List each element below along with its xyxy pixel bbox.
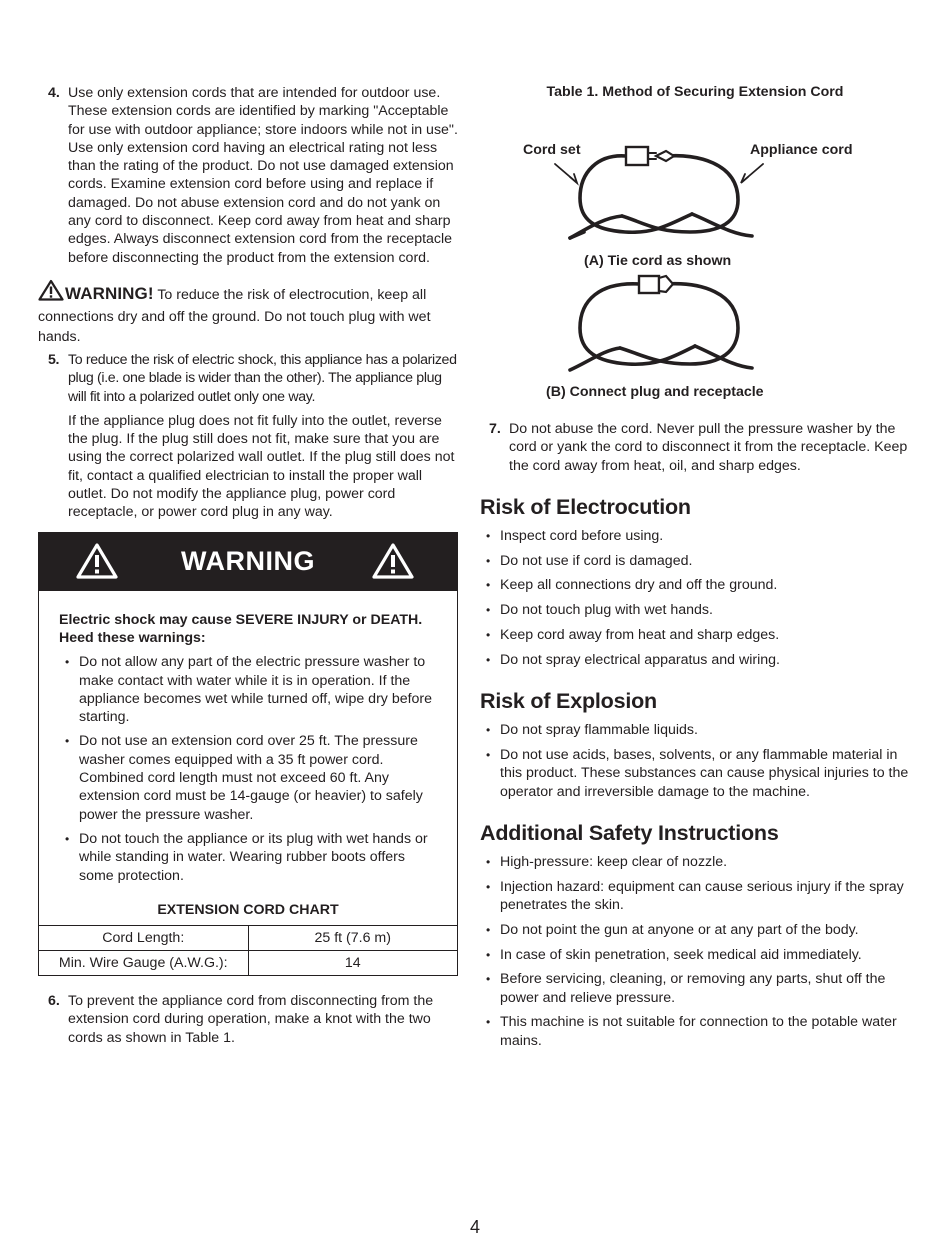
instruction-item-4	[38, 84, 458, 267]
warning-triangle-icon	[371, 542, 415, 585]
list-item: • Do not spray flammable liquids.	[480, 721, 910, 739]
item-text: Do not abuse the cord. Never pull the pressure washer by the cord or yank the cord to disconnect it from the receptacle. Keep the cord away from heat, oil, and sharp edges.	[509, 421, 908, 474]
list-item: • Keep cord away from heat and sharp edges.	[480, 626, 910, 644]
extension-cord-chart	[39, 925, 457, 975]
warning-bullets	[59, 653, 437, 885]
item-text: Use only extension cords that are intended for outdoor use. These extension cords are identified by marking "Acceptable for use with outdoor appliance; store indoors while not in use". Use only extension cord having an electrical rating not less than the rating of the product. Do not use damaged extension cords. Examine extension cord before using and replace if damaged. Do not abuse extension cord and do not yank on any cord to disconnect. Keep cord away from heat and sharp edges. Always disconnect extension cord from the receptacle before disconnecting the product from the extension cord.	[68, 85, 458, 266]
list-item: • Do not touch plug with wet hands.	[480, 601, 910, 619]
warning-box-title: WARNING	[181, 545, 315, 576]
page-number: 4	[469, 1217, 480, 1237]
inline-warning-text: To reduce the risk of electrocution, keep all connections dry and off the ground. Do not touch plug with wet hands.	[38, 286, 431, 345]
section-heading-additional: Additional Safety Instructions	[480, 820, 779, 845]
table-cell-label: Cord Length:	[39, 926, 248, 951]
right-column	[480, 84, 910, 1057]
instruction-item-6	[38, 992, 458, 1047]
list-item: • Do not use if cord is damaged.	[480, 552, 910, 570]
caption-b: (B) Connect plug and receptacle	[546, 384, 764, 400]
caption-a: (A) Tie cord as shown	[584, 253, 732, 269]
instruction-item-5	[38, 351, 458, 522]
list-item: • Do not use an extension cord over 25 ft. The pressure washer comes equipped with a 35 ft power cord. Combined cord length must not exceed 60 ft. Any extension cord must be 14-gauge (or heavier) to safely power the pressure washer.	[59, 732, 437, 823]
left-column	[38, 84, 458, 1047]
additional-bullets	[480, 853, 910, 1050]
instruction-item-7	[480, 420, 910, 475]
warning-lead: Electric shock may cause SEVERE INJURY or DEATH. Heed these warnings:	[59, 611, 423, 646]
list-item: • High-pressure: keep clear of nozzle.	[480, 853, 910, 871]
list-item: • Do not touch the appliance or its plug with wet hands or while standing in water. Wearing rubber boots offers some protection.	[59, 830, 437, 885]
table-cell-value: 14	[248, 951, 457, 976]
list-item: • Inspect cord before using.	[480, 527, 910, 545]
warning-box	[38, 532, 458, 976]
item-number: 4.	[48, 85, 60, 101]
item-text-continued: If the appliance plug does not fit fully into the outlet, reverse the plug. If the plug still does not fit, make sure that you are using the correct polarized wall outlet. If the plug still does not fit, contact a qualified electrician to install the proper wall outlet. Do not modify the appliance plug, power cord receptacle, or power cord plug in any way.	[68, 412, 455, 521]
inline-warning-title: WARNING!	[65, 283, 154, 303]
table-cell-label: Min. Wire Gauge (A.W.G.):	[39, 951, 248, 976]
list-item: • Do not point the gun at anyone or at any part of the body.	[480, 921, 910, 939]
appliance-cord-label: Appliance cord	[750, 142, 853, 158]
inline-warning	[38, 279, 458, 347]
list-item: • Keep all connections dry and off the ground.	[480, 576, 910, 594]
item-text: To prevent the appliance cord from disconnecting from the extension cord during operation, make a knot with the two cords as shown in Table 1.	[68, 993, 434, 1046]
warning-triangle-icon	[38, 279, 64, 307]
item-number: 6.	[48, 993, 60, 1010]
list-item: • Do not allow any part of the electric pressure washer to make contact with water while it is in operation. If the appliance becomes wet while turned off, wipe dry before starting.	[59, 653, 437, 726]
list-item: • Do not spray electrical apparatus and wiring.	[480, 651, 910, 669]
item-number: 7.	[489, 421, 501, 437]
explosion-bullets	[480, 721, 910, 801]
warning-box-body	[39, 591, 457, 919]
list-item: • In case of skin penetration, seek medical aid immediately.	[480, 946, 910, 964]
table-row	[39, 951, 457, 976]
table-row	[39, 926, 457, 951]
cord-knot-diagram	[480, 100, 910, 390]
item-number: 5.	[48, 351, 60, 368]
list-item: • This machine is not suitable for connection to the potable water mains.	[480, 1013, 910, 1050]
list-item: • Injection hazard: equipment can cause serious injury if the spray penetrates the skin.	[480, 878, 910, 915]
cord-set-label: Cord set	[523, 142, 581, 158]
section-heading-explosion: Risk of Explosion	[480, 689, 657, 714]
table-1-title: Table 1. Method of Securing Extension Cord	[546, 84, 844, 100]
warning-box-header	[39, 533, 457, 591]
table-cell-value: 25 ft (7.6 m)	[248, 926, 457, 951]
item-text: To reduce the risk of electric shock, this appliance has a polarized plug (i.e. one blade is wider than the other). The appliance plug will fit into a polarized outlet only one way.	[68, 351, 457, 405]
list-item: • Do not use acids, bases, solvents, or any flammable material in this product. These substances can cause physical injuries to the operator and irreversible damage to the machine.	[480, 746, 910, 801]
section-heading-electrocution: Risk of Electrocution	[480, 494, 691, 519]
extension-cord-chart-title: EXTENSION CORD CHART	[157, 901, 339, 918]
cord-knot-figure	[480, 100, 910, 400]
list-item: • Before servicing, cleaning, or removing any parts, shut off the power and relieve pressure.	[480, 970, 910, 1007]
electrocution-bullets	[480, 527, 910, 669]
